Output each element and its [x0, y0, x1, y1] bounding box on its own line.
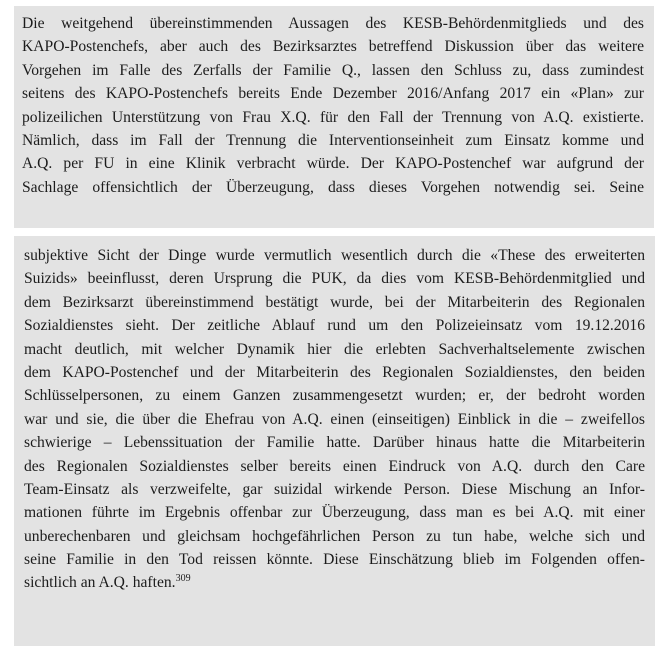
text-line: dem KAPO-Postenchef und der Mitarbeiterin des Regionalen Sozialdienstes, den beiden	[24, 363, 645, 381]
last-line-text: sichtlich an A.Q. haften.	[24, 574, 176, 592]
footnote-reference[interactable]: 309	[175, 573, 191, 585]
text-line: polizeilichen Unterstützung von Frau X.Q. für den Fall der Trennung von A.Q. existierte.	[22, 108, 644, 126]
text-line: seine Familie in den Tod reissen könnte. Diese Einschätzung blieb im Folgenden offen-	[24, 551, 645, 569]
text-line: unberechenbaren und gleichsam hochgefährlichen Person zu tun habe, welche sich und	[24, 527, 645, 545]
text-line: des Regionalen Sozialdienstes selber bereits einen Eindruck von A.Q. durch den Care	[24, 457, 645, 475]
text-line-last	[24, 571, 645, 594]
text-line: war und sie, die über die Ehefrau von A.Q. einen (einseitigen) Einblick in die – zweifellos	[24, 410, 645, 428]
text-line: Die weitgehend übereinstimmenden Aussagen des KESB-Behördenmitglieds und des	[22, 15, 644, 32]
text-line: Suizids» beeinflusst, deren Ursprung die PUK, da dies vom KESB-Behördenmitglied und	[24, 270, 645, 288]
text-line: mationen führte im Ergebnis offenbar zur Überzeugung, dass man es bei A.Q. mit einer	[24, 504, 645, 522]
highlighted-paragraph-bottom	[14, 236, 655, 646]
text-line: seitens des KAPO-Postenchefs bereits Ende Dezember 2016/Anfang 2017 ein «Plan» zur	[22, 85, 644, 103]
text-line: macht deutlich, mit welcher Dynamik hier die erlebten Sachverhaltselemente zwischen	[24, 340, 645, 358]
text-line: Schlüsselpersonen, zu einem Ganzen zusammengesetzt wurden; er, der bedroht worden	[24, 387, 645, 405]
text-line: Vorgehen im Falle des Zerfalls der Familie Q., lassen den Schluss zu, dass zumindest	[22, 61, 644, 79]
text-line: schwierige – Lebenssituation der Familie hatte. Darüber hinaus hatte die Mitarbeiterin	[24, 434, 645, 452]
text-line: KAPO-Postenchefs, aber auch des Bezirksarztes betreffend Diskussion über das weitere	[22, 38, 644, 56]
highlighted-paragraph-top	[14, 6, 654, 228]
text-line: Sachlage offensichtlich der Überzeugung, dass dieses Vorgehen notwendig sei. Seine	[22, 178, 644, 196]
page-gap	[0, 228, 665, 236]
text-line: Team-Einsatz als verzweifelte, gar suizidal wirkende Person. Diese Mischung an Infor-	[24, 480, 645, 498]
text-line: A.Q. per FU in eine Klinik verbracht würde. Der KAPO-Postenchef war aufgrund der	[22, 155, 644, 173]
text-line: dem Bezirksarzt übereinstimmend bestätigt wurde, bei der Mitarbeiterin des Regionalen	[24, 293, 645, 311]
text-line: Nämlich, dass im Fall der Trennung die Interventionseinheit zum Einsatz komme und	[22, 131, 644, 149]
text-line: Sozialdienstes sieht. Der zeitliche Ablauf rund um den Polizeieinsatz vom 19.12.2016	[24, 317, 645, 335]
text-line: subjektive Sicht der Dinge wurde vermutlich wesentlich durch die «These des erweiterten	[24, 247, 645, 264]
